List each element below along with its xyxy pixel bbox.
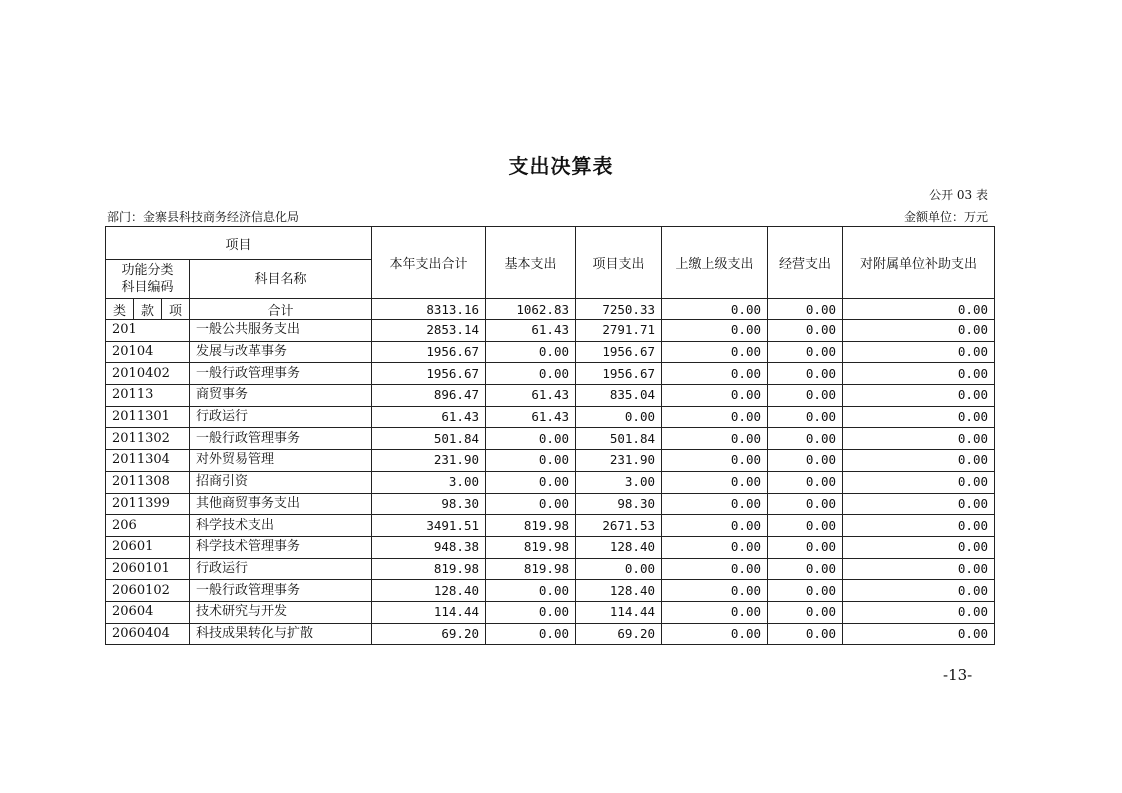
table-row [106,515,995,537]
row-basic: 0.00 [486,341,576,363]
page-number: -13- [943,666,973,684]
header-subject-name: 科目名称 [190,260,372,299]
row-subject-name: 科学技术支出 [190,515,372,537]
row-operating: 0.00 [768,363,843,385]
row-remit: 0.00 [662,558,768,580]
total-label: 合计 [190,299,372,320]
row-remit: 0.00 [662,623,768,645]
row-code: 20604 [106,601,190,623]
row-code: 2011304 [106,450,190,472]
row-code: 2060101 [106,558,190,580]
row-subsidy: 0.00 [843,493,995,515]
row-code: 20104 [106,341,190,363]
row-subsidy: 0.00 [843,320,995,342]
header-item: 项目 [106,227,372,260]
row-subsidy: 0.00 [843,471,995,493]
row-subsidy: 0.00 [843,450,995,472]
table-row [106,450,995,472]
row-code: 2011302 [106,428,190,450]
row-operating: 0.00 [768,536,843,558]
row-subsidy: 0.00 [843,536,995,558]
row-code: 2060102 [106,580,190,602]
row-total: 1956.67 [372,341,486,363]
table-row [106,406,995,428]
row-subsidy: 0.00 [843,341,995,363]
row-remit: 0.00 [662,450,768,472]
header-total: 本年支出合计 [372,227,486,299]
row-total: 114.44 [372,601,486,623]
header-xiang: 项 [162,299,190,320]
row-total: 98.30 [372,493,486,515]
table-row [106,580,995,602]
row-subject-name: 其他商贸事务支出 [190,493,372,515]
row-total: 2853.14 [372,320,486,342]
row-subsidy: 0.00 [843,428,995,450]
row-total: 128.40 [372,580,486,602]
row-remit: 0.00 [662,363,768,385]
table-row [106,428,995,450]
total-total: 8313.16 [372,299,486,320]
row-operating: 0.00 [768,471,843,493]
table-row [106,623,995,645]
row-subsidy: 0.00 [843,623,995,645]
row-subject-name: 一般行政管理事务 [190,428,372,450]
row-remit: 0.00 [662,515,768,537]
row-code: 2060404 [106,623,190,645]
row-total: 501.84 [372,428,486,450]
row-subsidy: 0.00 [843,363,995,385]
row-operating: 0.00 [768,558,843,580]
row-total: 819.98 [372,558,486,580]
row-subject-name: 一般行政管理事务 [190,363,372,385]
row-basic: 0.00 [486,623,576,645]
row-project: 98.30 [576,493,662,515]
row-remit: 0.00 [662,428,768,450]
row-project: 3.00 [576,471,662,493]
row-subsidy: 0.00 [843,580,995,602]
form-number: 公开 03 表 [929,188,988,202]
row-subject-name: 行政运行 [190,406,372,428]
row-project: 114.44 [576,601,662,623]
row-total: 948.38 [372,536,486,558]
row-subject-name: 商贸事务 [190,385,372,407]
row-remit: 0.00 [662,536,768,558]
row-code: 201 [106,320,190,342]
row-remit: 0.00 [662,580,768,602]
row-project: 69.20 [576,623,662,645]
row-basic: 0.00 [486,428,576,450]
row-code: 20113 [106,385,190,407]
row-code: 206 [106,515,190,537]
row-subsidy: 0.00 [843,406,995,428]
row-operating: 0.00 [768,428,843,450]
row-operating: 0.00 [768,493,843,515]
table-row [106,536,995,558]
row-code: 2010402 [106,363,190,385]
row-project: 0.00 [576,558,662,580]
row-basic: 0.00 [486,601,576,623]
expenditure-table [105,226,995,645]
row-subject-name: 招商引资 [190,471,372,493]
header-subsidy: 对附属单位补助支出 [843,227,995,299]
row-project: 1956.67 [576,341,662,363]
page-title: 支出决算表 [508,154,614,178]
row-subject-name: 对外贸易管理 [190,450,372,472]
row-basic: 0.00 [486,471,576,493]
row-project: 2791.71 [576,320,662,342]
header-kuan: 款 [134,299,162,320]
total-subsidy: 0.00 [843,299,995,320]
row-operating: 0.00 [768,385,843,407]
row-code: 2011301 [106,406,190,428]
row-subject-name: 科学技术管理事务 [190,536,372,558]
row-subsidy: 0.00 [843,385,995,407]
row-code: 2011308 [106,471,190,493]
amount-unit-label: 金额单位：万元 [903,210,988,224]
row-code: 20601 [106,536,190,558]
header-basic: 基本支出 [486,227,576,299]
header-remit: 上缴上级支出 [662,227,768,299]
row-operating: 0.00 [768,450,843,472]
row-operating: 0.00 [768,601,843,623]
row-project: 501.84 [576,428,662,450]
row-operating: 0.00 [768,580,843,602]
row-remit: 0.00 [662,341,768,363]
row-total: 3.00 [372,471,486,493]
row-basic: 0.00 [486,580,576,602]
row-basic: 61.43 [486,385,576,407]
table-row [106,320,995,342]
row-project: 128.40 [576,580,662,602]
row-subject-name: 一般行政管理事务 [190,580,372,602]
row-subject-name: 行政运行 [190,558,372,580]
row-basic: 0.00 [486,450,576,472]
row-total: 1956.67 [372,363,486,385]
table-row [106,493,995,515]
table-row [106,363,995,385]
row-basic: 819.98 [486,536,576,558]
row-project: 835.04 [576,385,662,407]
row-operating: 0.00 [768,406,843,428]
row-remit: 0.00 [662,493,768,515]
row-project: 128.40 [576,536,662,558]
total-remit: 0.00 [662,299,768,320]
total-operating: 0.00 [768,299,843,320]
row-remit: 0.00 [662,385,768,407]
total-basic: 1062.83 [486,299,576,320]
row-total: 896.47 [372,385,486,407]
row-subsidy: 0.00 [843,558,995,580]
row-subject-name: 一般公共服务支出 [190,320,372,342]
row-subsidy: 0.00 [843,515,995,537]
row-project: 2671.53 [576,515,662,537]
row-project: 0.00 [576,406,662,428]
row-operating: 0.00 [768,623,843,645]
row-total: 69.20 [372,623,486,645]
table-row [106,558,995,580]
row-subject-name: 发展与改革事务 [190,341,372,363]
row-total: 3491.51 [372,515,486,537]
row-basic: 61.43 [486,406,576,428]
row-basic: 61.43 [486,320,576,342]
row-operating: 0.00 [768,341,843,363]
header-operating: 经营支出 [768,227,843,299]
table-row [106,385,995,407]
row-operating: 0.00 [768,320,843,342]
row-project: 1956.67 [576,363,662,385]
row-basic: 819.98 [486,558,576,580]
row-remit: 0.00 [662,320,768,342]
row-basic: 0.00 [486,363,576,385]
department-label: 部门：金寨县科技商务经济信息化局 [107,210,300,224]
table-row [106,601,995,623]
table-row [106,471,995,493]
row-total: 231.90 [372,450,486,472]
row-remit: 0.00 [662,601,768,623]
total-project: 7250.33 [576,299,662,320]
header-project: 项目支出 [576,227,662,299]
row-basic: 819.98 [486,515,576,537]
row-subsidy: 0.00 [843,601,995,623]
row-subject-name: 技术研究与开发 [190,601,372,623]
table-row [106,341,995,363]
row-subject-name: 科技成果转化与扩散 [190,623,372,645]
row-operating: 0.00 [768,515,843,537]
row-basic: 0.00 [486,493,576,515]
row-project: 231.90 [576,450,662,472]
header-func-code: 功能分类 科目编码 [106,260,190,299]
header-lei: 类 [106,299,134,320]
row-remit: 0.00 [662,471,768,493]
row-remit: 0.00 [662,406,768,428]
row-code: 2011399 [106,493,190,515]
row-total: 61.43 [372,406,486,428]
